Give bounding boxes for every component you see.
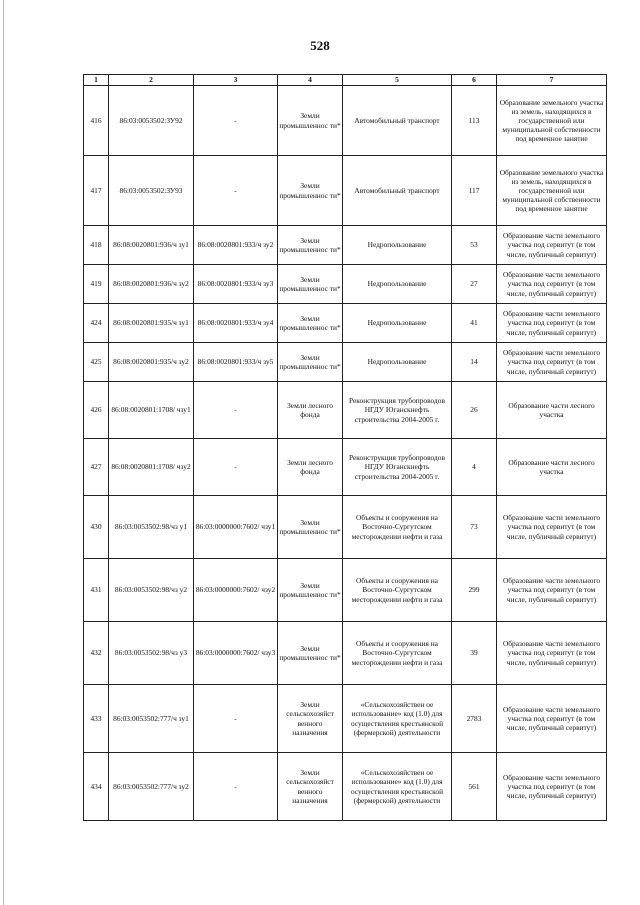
- row-number-cell: 416: [84, 86, 109, 156]
- table-row: [84, 753, 607, 821]
- land-category-cell: Земли промышленнос ти*: [278, 265, 343, 304]
- related-parcel-cell: 86:08:0020801:933/ч зу5: [194, 343, 278, 382]
- column-header: 1: [84, 75, 109, 86]
- area-cell: 2783: [452, 685, 497, 753]
- related-parcel-cell: -: [194, 439, 278, 496]
- related-parcel-cell: -: [194, 156, 278, 226]
- area-cell: 117: [452, 156, 497, 226]
- related-parcel-cell: 86:03:0000000:7602/ чзу2: [194, 559, 278, 622]
- land-category-cell: Земли промышленнос ти*: [278, 304, 343, 343]
- formation-method-cell: Образование земельного участка из земель, находящихся в государственной или муниципальной собственности под временное занятие: [497, 156, 607, 226]
- table-header-row: [84, 75, 607, 86]
- area-cell: 26: [452, 382, 497, 439]
- table-row: [84, 265, 607, 304]
- column-header: 6: [452, 75, 497, 86]
- row-number-cell: 419: [84, 265, 109, 304]
- row-number-cell: 425: [84, 343, 109, 382]
- cadastral-number-cell: 86:08:0020801:1708/ чзу2: [109, 439, 194, 496]
- row-number-cell: 432: [84, 622, 109, 685]
- permitted-use-cell: Реконструкция трубопроводов НГДУ Юганскнефть строительства 2004-2005 г.: [343, 382, 452, 439]
- formation-method-cell: Образование части земельного участка под сервитут (в том числе, публичный сервитут): [497, 622, 607, 685]
- table-row: [84, 226, 607, 265]
- column-header: 5: [343, 75, 452, 86]
- table-row: [84, 622, 607, 685]
- cadastral-number-cell: 86:08:0020801:936/ч зу2: [109, 265, 194, 304]
- cadastral-number-cell: 86:08:0020801:935/ч зу1: [109, 304, 194, 343]
- cadastral-number-cell: 86:08:0020801:935/ч зу2: [109, 343, 194, 382]
- row-number-cell: 418: [84, 226, 109, 265]
- permitted-use-cell: Недропользование: [343, 226, 452, 265]
- related-parcel-cell: -: [194, 685, 278, 753]
- land-category-cell: Земли промышленнос ти*: [278, 496, 343, 559]
- formation-method-cell: Образование части земельного участка под сервитут (в том числе, публичный сервитут): [497, 685, 607, 753]
- land-category-cell: Земли промышленнос ти*: [278, 559, 343, 622]
- area-cell: 27: [452, 265, 497, 304]
- area-cell: 113: [452, 86, 497, 156]
- related-parcel-cell: -: [194, 86, 278, 156]
- row-number-cell: 426: [84, 382, 109, 439]
- land-category-cell: Земли лесного фонда: [278, 382, 343, 439]
- row-number-cell: 433: [84, 685, 109, 753]
- formation-method-cell: Образование части земельного участка под сервитут (в том числе, публичный сервитут): [497, 226, 607, 265]
- land-category-cell: Земли сельскохозяйст венного назначения: [278, 685, 343, 753]
- permitted-use-cell: Недропользование: [343, 343, 452, 382]
- row-number-cell: 430: [84, 496, 109, 559]
- permitted-use-cell: Объекты и сооружения на Восточно-Сургутском месторождении нефти и газа: [343, 622, 452, 685]
- related-parcel-cell: 86:08:0020801:933/ч зу4: [194, 304, 278, 343]
- cadastral-number-cell: 86:03:0053502:777/ч зу1: [109, 685, 194, 753]
- cadastral-number-cell: 86:03:0053502:ЗУ92: [109, 86, 194, 156]
- formation-method-cell: Образование части земельного участка под сервитут (в том числе, публичный сервитут): [497, 496, 607, 559]
- related-parcel-cell: 86:08:0020801:933/ч зу2: [194, 226, 278, 265]
- permitted-use-cell: Реконструкция трубопроводов НГДУ Юганскнефть строительства 2004-2005 г.: [343, 439, 452, 496]
- related-parcel-cell: 86:03:0000000:7602/ чзу3: [194, 622, 278, 685]
- formation-method-cell: Образование части лесного участка: [497, 382, 607, 439]
- column-header: 3: [194, 75, 278, 86]
- column-header: 4: [278, 75, 343, 86]
- permitted-use-cell: Недропользование: [343, 265, 452, 304]
- area-cell: 4: [452, 439, 497, 496]
- permitted-use-cell: Объекты и сооружения на Восточно-Сургутском месторождении нефти и газа: [343, 559, 452, 622]
- cadastral-number-cell: 86:03:0053502:98/чз у3: [109, 622, 194, 685]
- formation-method-cell: Образование части земельного участка под сервитут (в том числе, публичный сервитут): [497, 304, 607, 343]
- area-cell: 39: [452, 622, 497, 685]
- formation-method-cell: Образование земельного участка из земель, находящихся в государственной или муниципальной собственности под временное занятие: [497, 86, 607, 156]
- table-row: [84, 156, 607, 226]
- formation-method-cell: Образование части земельного участка под сервитут (в том числе, публичный сервитут): [497, 753, 607, 821]
- permitted-use-cell: «Сельскохозяйствен ое использование» код (1.0) для осуществления крестьянской (фермерской) деятельности: [343, 685, 452, 753]
- row-number-cell: 427: [84, 439, 109, 496]
- land-category-cell: Земли промышленнос ти*: [278, 86, 343, 156]
- cadastral-number-cell: 86:03:0053502:98/чз у2: [109, 559, 194, 622]
- column-header: 2: [109, 75, 194, 86]
- cadastral-number-cell: 86:03:0053502:777/ч зу2: [109, 753, 194, 821]
- formation-method-cell: Образование части земельного участка под сервитут (в том числе, публичный сервитут): [497, 265, 607, 304]
- scan-edge-line: [3, 0, 4, 905]
- table-row: [84, 496, 607, 559]
- related-parcel-cell: 86:08:0020801:933/ч зу3: [194, 265, 278, 304]
- land-category-cell: Земли промышленнос ти*: [278, 343, 343, 382]
- land-category-cell: Земли промышленнос ти*: [278, 226, 343, 265]
- permitted-use-cell: Автомобильный транспорт: [343, 86, 452, 156]
- cadastral-number-cell: 86:03:0053502:ЗУ93: [109, 156, 194, 226]
- area-cell: 14: [452, 343, 497, 382]
- formation-method-cell: Образование части земельного участка под сервитут (в том числе, публичный сервитут): [497, 559, 607, 622]
- area-cell: 73: [452, 496, 497, 559]
- land-category-cell: Земли промышленнос ти*: [278, 156, 343, 226]
- row-number-cell: 417: [84, 156, 109, 226]
- permitted-use-cell: Объекты и сооружения на Восточно-Сургутском месторождении нефти и газа: [343, 496, 452, 559]
- row-number-cell: 431: [84, 559, 109, 622]
- permitted-use-cell: Недропользование: [343, 304, 452, 343]
- permitted-use-cell: «Сельскохозяйствен ое использование» код (1.0) для осуществления крестьянской (фермерской) деятельности: [343, 753, 452, 821]
- table-row: [84, 343, 607, 382]
- row-number-cell: 434: [84, 753, 109, 821]
- related-parcel-cell: 86:03:0000000:7602/ чзу1: [194, 496, 278, 559]
- area-cell: 561: [452, 753, 497, 821]
- column-header: 7: [497, 75, 607, 86]
- table-row: [84, 382, 607, 439]
- formation-method-cell: Образование части лесного участка: [497, 439, 607, 496]
- table-row: [84, 559, 607, 622]
- cadastral-number-cell: 86:08:0020801:936/ч зу1: [109, 226, 194, 265]
- area-cell: 53: [452, 226, 497, 265]
- table-row: [84, 685, 607, 753]
- related-parcel-cell: -: [194, 382, 278, 439]
- related-parcel-cell: -: [194, 753, 278, 821]
- land-registry-table: [83, 74, 607, 821]
- area-cell: 41: [452, 304, 497, 343]
- permitted-use-cell: Автомобильный транспорт: [343, 156, 452, 226]
- cadastral-number-cell: 86:08:0020801:1708/ чзу1: [109, 382, 194, 439]
- page-number: 528: [310, 38, 330, 53]
- land-category-cell: Земли промышленнос ти*: [278, 622, 343, 685]
- table-row: [84, 439, 607, 496]
- area-cell: 299: [452, 559, 497, 622]
- row-number-cell: 424: [84, 304, 109, 343]
- formation-method-cell: Образование части земельного участка под сервитут (в том числе, публичный сервитут): [497, 343, 607, 382]
- table-row: [84, 304, 607, 343]
- land-category-cell: Земли лесного фонда: [278, 439, 343, 496]
- cadastral-number-cell: 86:03:0053502:98/чз у1: [109, 496, 194, 559]
- land-category-cell: Земли сельскохозяйст венного назначения: [278, 753, 343, 821]
- table-row: [84, 86, 607, 156]
